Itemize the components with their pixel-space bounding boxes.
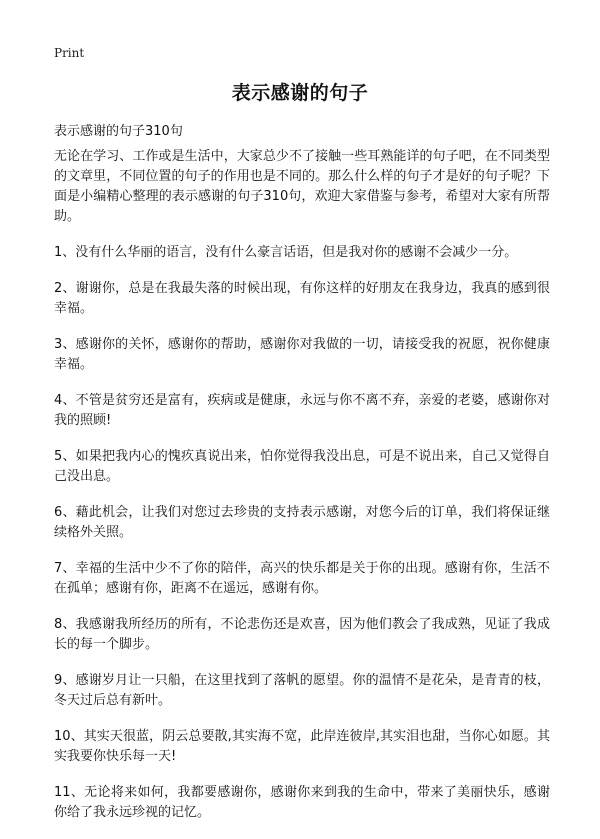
print-link[interactable]: Print bbox=[54, 46, 85, 60]
list-item: 5、如果把我内心的愧疚真说出来，怕你觉得我没出息，可是不说出来，自己又觉得自己没出息。 bbox=[54, 449, 550, 484]
list-item: 2、谢谢你，总是在我最失落的时候出现，有你这样的好朋友在我身边，我真的感到很幸福。 bbox=[54, 281, 550, 316]
list-item: 11、无论将来如何，我都要感谢你，感谢你来到我的生命中，带来了美丽快乐，感谢你给了我永远珍视的记忆。 bbox=[54, 785, 550, 820]
article-body bbox=[54, 147, 550, 839]
page-title: 表示感谢的句子 bbox=[231, 82, 369, 104]
list-item: 3、感谢你的关怀，感谢你的帮助，感谢你对我做的一切，请接受我的祝愿，祝你健康幸福。 bbox=[54, 337, 550, 372]
intro-paragraph: 无论在学习、工作或是生活中，大家总少不了接触一些耳熟能详的句子吧，在不同类型的文章里，不同位置的句子的作用也是不同的。那么什么样的句子才是好的句子呢？下面是小编精心整理的表示感谢的句子310句，欢迎大家借鉴与参考，希望对大家有所帮助。 bbox=[54, 149, 550, 224]
list-item: 9、感谢岁月让一只船，在这里找到了落帆的愿望。你的温情不是花朵，是青青的枝，冬天过后总有新叶。 bbox=[54, 673, 550, 708]
list-item: 1、没有什么华丽的语言，没有什么豪言话语，但是我对你的感谢不会减少一分。 bbox=[54, 245, 518, 260]
list-item: 7、幸福的生活中少不了你的陪伴，高兴的快乐都是关于你的出现。感谢有你，生活不在孤单；感谢有你，距离不在遥远，感谢有你。 bbox=[54, 561, 550, 596]
list-item: 8、我感谢我所经历的所有，不论悲伤还是欢喜，因为他们教会了我成熟，见证了我成长的每一个脚步。 bbox=[54, 617, 550, 652]
list-item: 6、藉此机会，让我们对您过去珍贵的支持表示感谢，对您今后的订单，我们将保证继续格外关照。 bbox=[54, 505, 550, 540]
subtitle: 表示感谢的句子310句 bbox=[54, 124, 183, 139]
list-item: 4、不管是贫穷还是富有，疾病或是健康，永远与你不离不弃，亲爱的老婆，感谢你对我的照顾! bbox=[54, 393, 550, 428]
list-item: 10、其实天很蓝，阴云总要散,其实海不宽，此岸连彼岸,其实泪也甜，当你心如愿。其实我要你快乐每一天! bbox=[54, 729, 550, 764]
